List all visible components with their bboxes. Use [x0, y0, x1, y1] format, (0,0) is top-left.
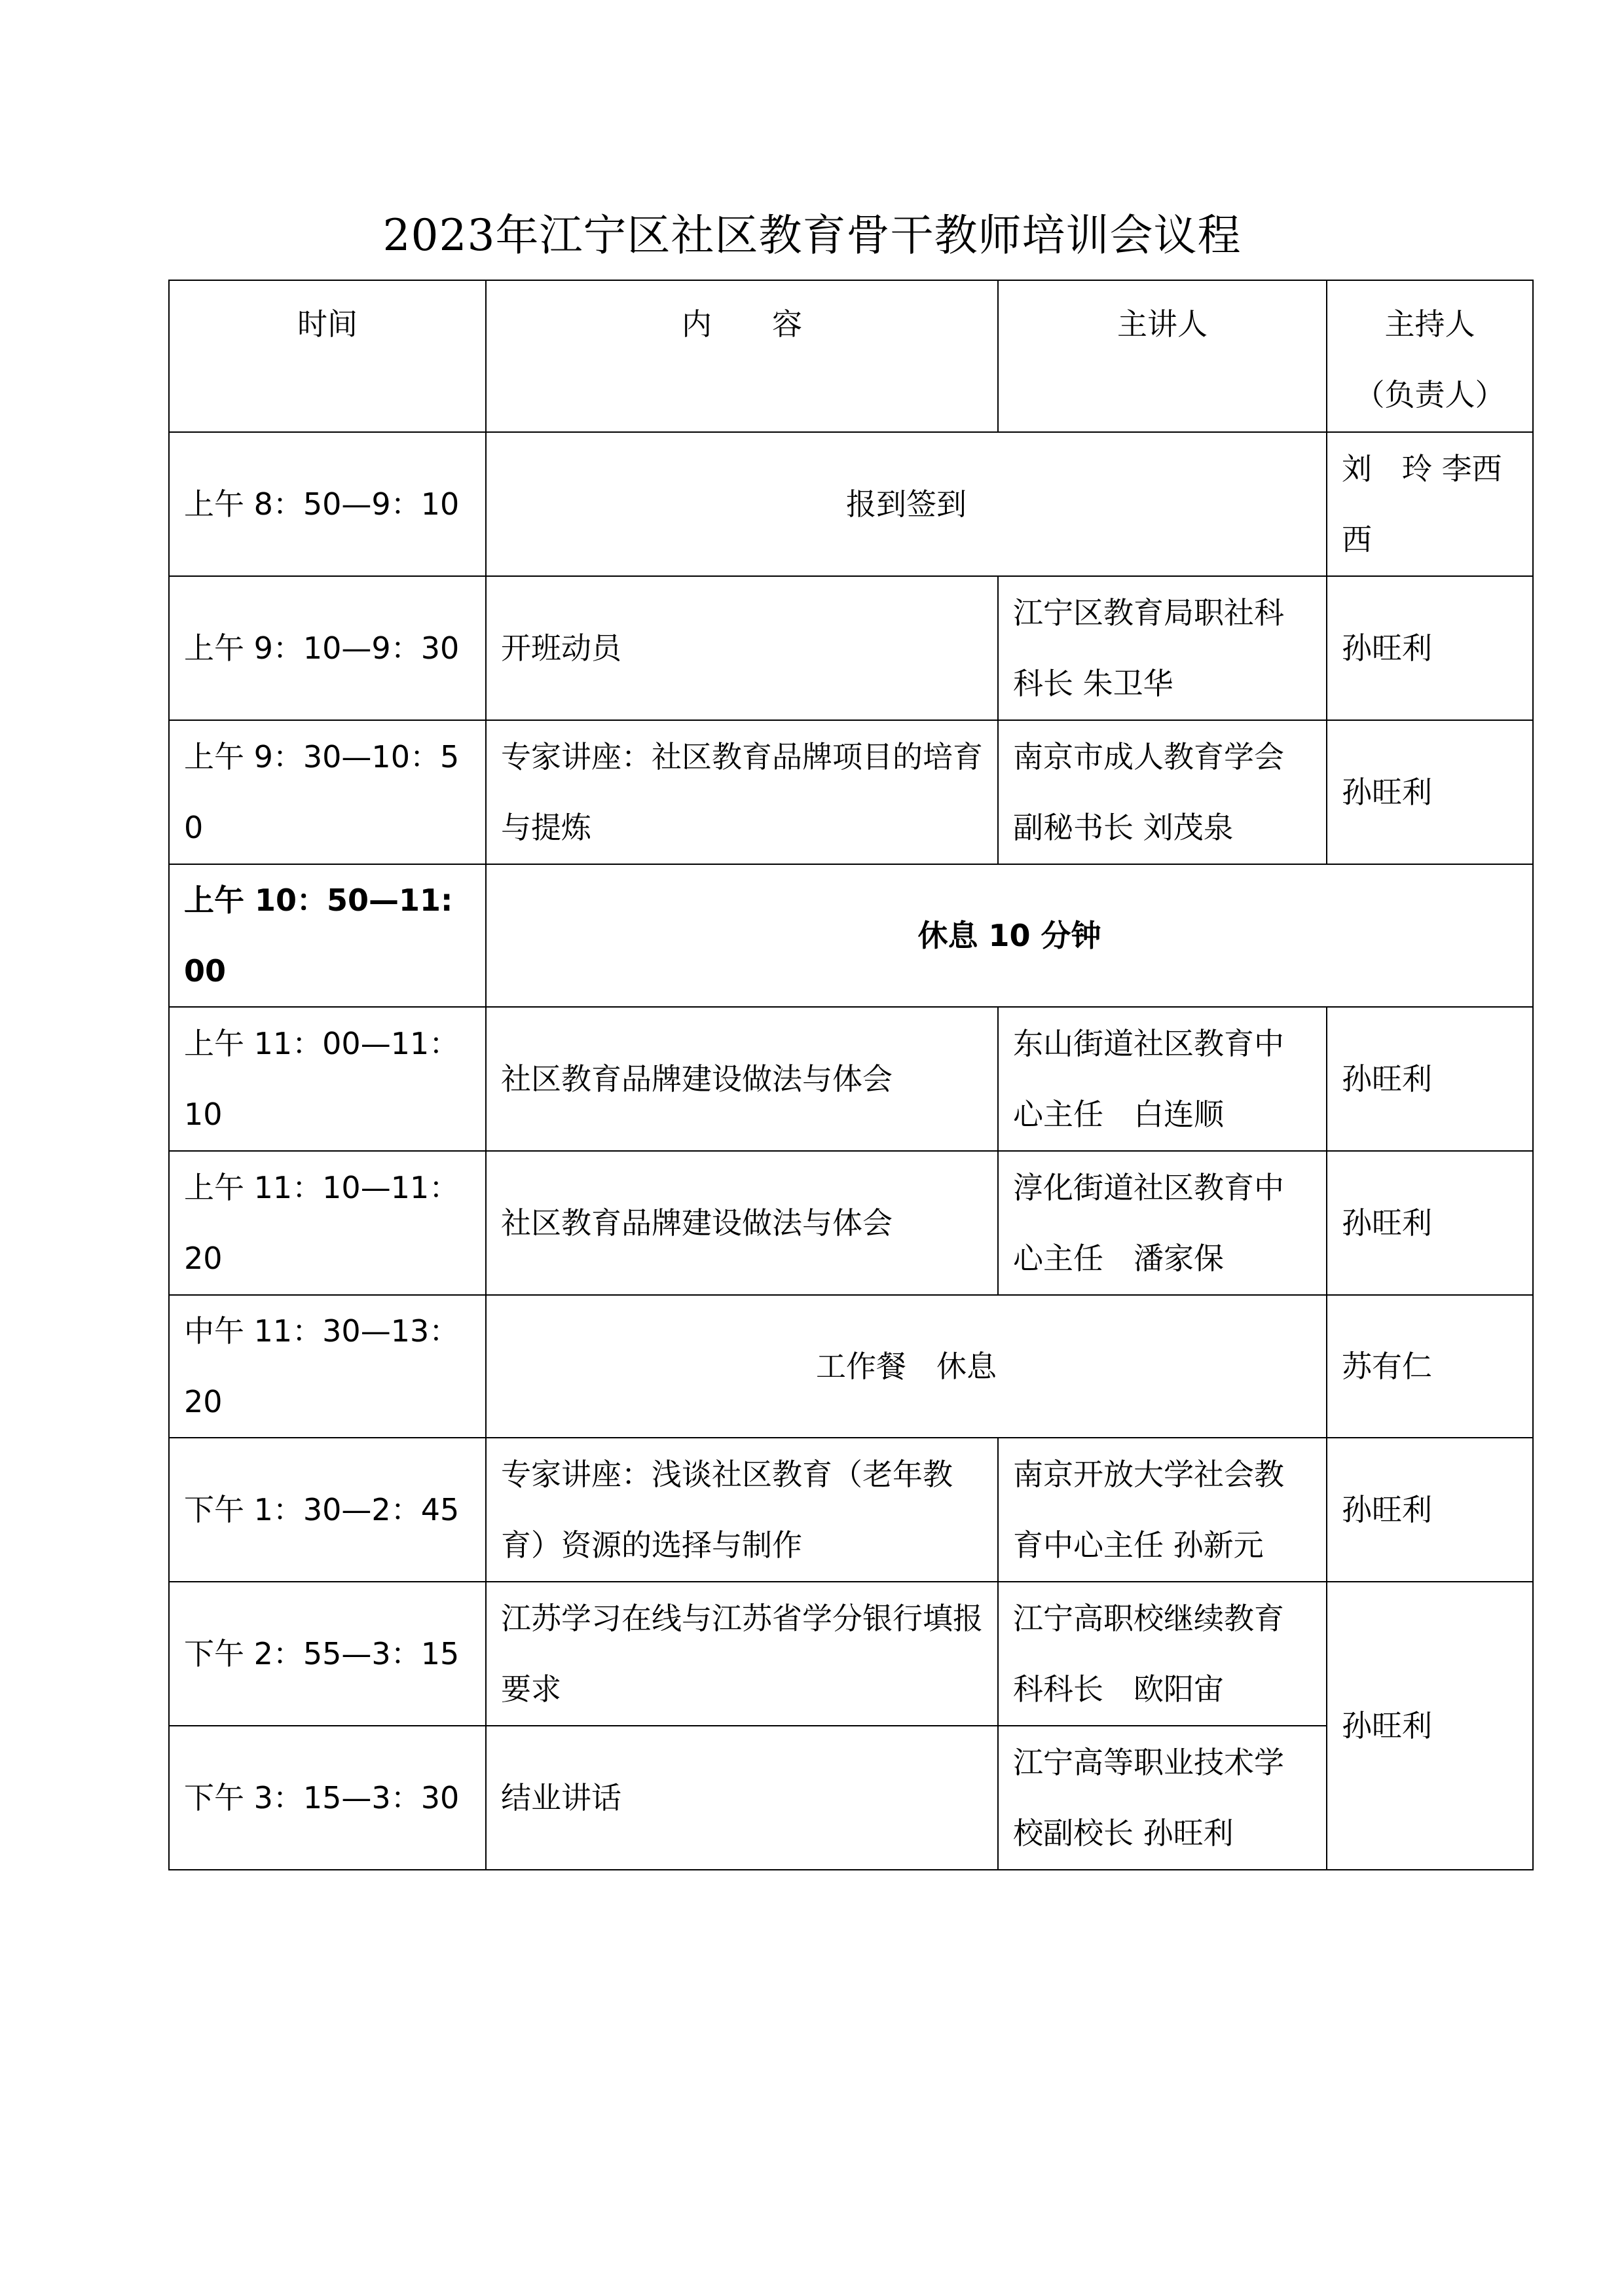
content-cell: 专家讲座：浅谈社区教育（老年教育）资源的选择与制作	[486, 1438, 998, 1582]
agenda-table	[168, 280, 1534, 1870]
speaker-cell: 江宁高等职业技术学校副校长 孙旺利	[998, 1726, 1327, 1870]
header-host-line2: （负责人）	[1354, 377, 1505, 412]
content-cell: 工作餐 休息	[486, 1295, 1327, 1438]
speaker-cell: 东山街道社区教育中心主任 白连顺	[998, 1007, 1327, 1151]
time-cell: 下午 1：30—2：45	[169, 1438, 486, 1582]
page-title: 2023年江宁区社区教育骨干教师培训会议程	[382, 210, 1242, 261]
header-host-line1: 主持人	[1384, 306, 1475, 342]
content-cell: 开班动员	[486, 576, 998, 720]
time-cell: 上午 8：50—9：10	[169, 432, 486, 576]
speaker-cell: 淳化街道社区教育中心主任 潘家保	[998, 1151, 1327, 1295]
header-host	[1327, 280, 1533, 432]
content-cell: 社区教育品牌建设做法与体会	[486, 1007, 998, 1151]
time-cell: 下午 2：55—3：15	[169, 1582, 486, 1726]
table-row	[169, 1582, 1533, 1726]
speaker-cell: 南京市成人教育学会副秘书长 刘茂泉	[998, 720, 1327, 864]
speaker-cell: 南京开放大学社会教育中心主任 孙新元	[998, 1438, 1327, 1582]
header-time: 时间	[169, 280, 486, 432]
host-cell: 孙旺利	[1327, 1438, 1533, 1582]
time-cell: 上午 11：00—11：10	[169, 1007, 486, 1151]
host-cell: 孙旺利	[1327, 1582, 1533, 1870]
host-cell: 孙旺利	[1327, 576, 1533, 720]
table-row	[169, 432, 1533, 576]
table-row	[169, 1295, 1533, 1438]
host-cell: 孙旺利	[1327, 1151, 1533, 1295]
time-cell: 上午 10：50—11:00	[169, 864, 486, 1007]
header-content: 内 容	[486, 280, 998, 432]
table-row	[169, 1007, 1533, 1151]
host-cell: 苏有仁	[1327, 1295, 1533, 1438]
content-cell: 报到签到	[486, 432, 1327, 576]
content-cell: 专家讲座：社区教育品牌项目的培育与提炼	[486, 720, 998, 864]
host-cell: 刘 玲 李西西	[1327, 432, 1533, 576]
header-speaker: 主讲人	[998, 280, 1327, 432]
time-cell: 中午 11：30—13：20	[169, 1295, 486, 1438]
speaker-cell: 江宁区教育局职社科科长 朱卫华	[998, 576, 1327, 720]
time-cell: 上午 11：10—11：20	[169, 1151, 486, 1295]
table-row	[169, 1151, 1533, 1295]
content-cell: 休息 10 分钟	[486, 864, 1533, 1007]
time-cell: 下午 3：15—3：30	[169, 1726, 486, 1870]
host-cell: 孙旺利	[1327, 1007, 1533, 1151]
table-row	[169, 720, 1533, 864]
table-row-break	[169, 864, 1533, 1007]
content-cell: 江苏学习在线与江苏省学分银行填报要求	[486, 1582, 998, 1726]
time-cell: 上午 9：30—10：50	[169, 720, 486, 864]
table-row	[169, 576, 1533, 720]
header-row	[169, 280, 1533, 432]
time-cell: 上午 9：10—9：30	[169, 576, 486, 720]
table-row	[169, 1438, 1533, 1582]
content-cell: 结业讲话	[486, 1726, 998, 1870]
host-cell: 孙旺利	[1327, 720, 1533, 864]
speaker-cell: 江宁高职校继续教育科科长 欧阳宙	[998, 1582, 1327, 1726]
content-cell: 社区教育品牌建设做法与体会	[486, 1151, 998, 1295]
